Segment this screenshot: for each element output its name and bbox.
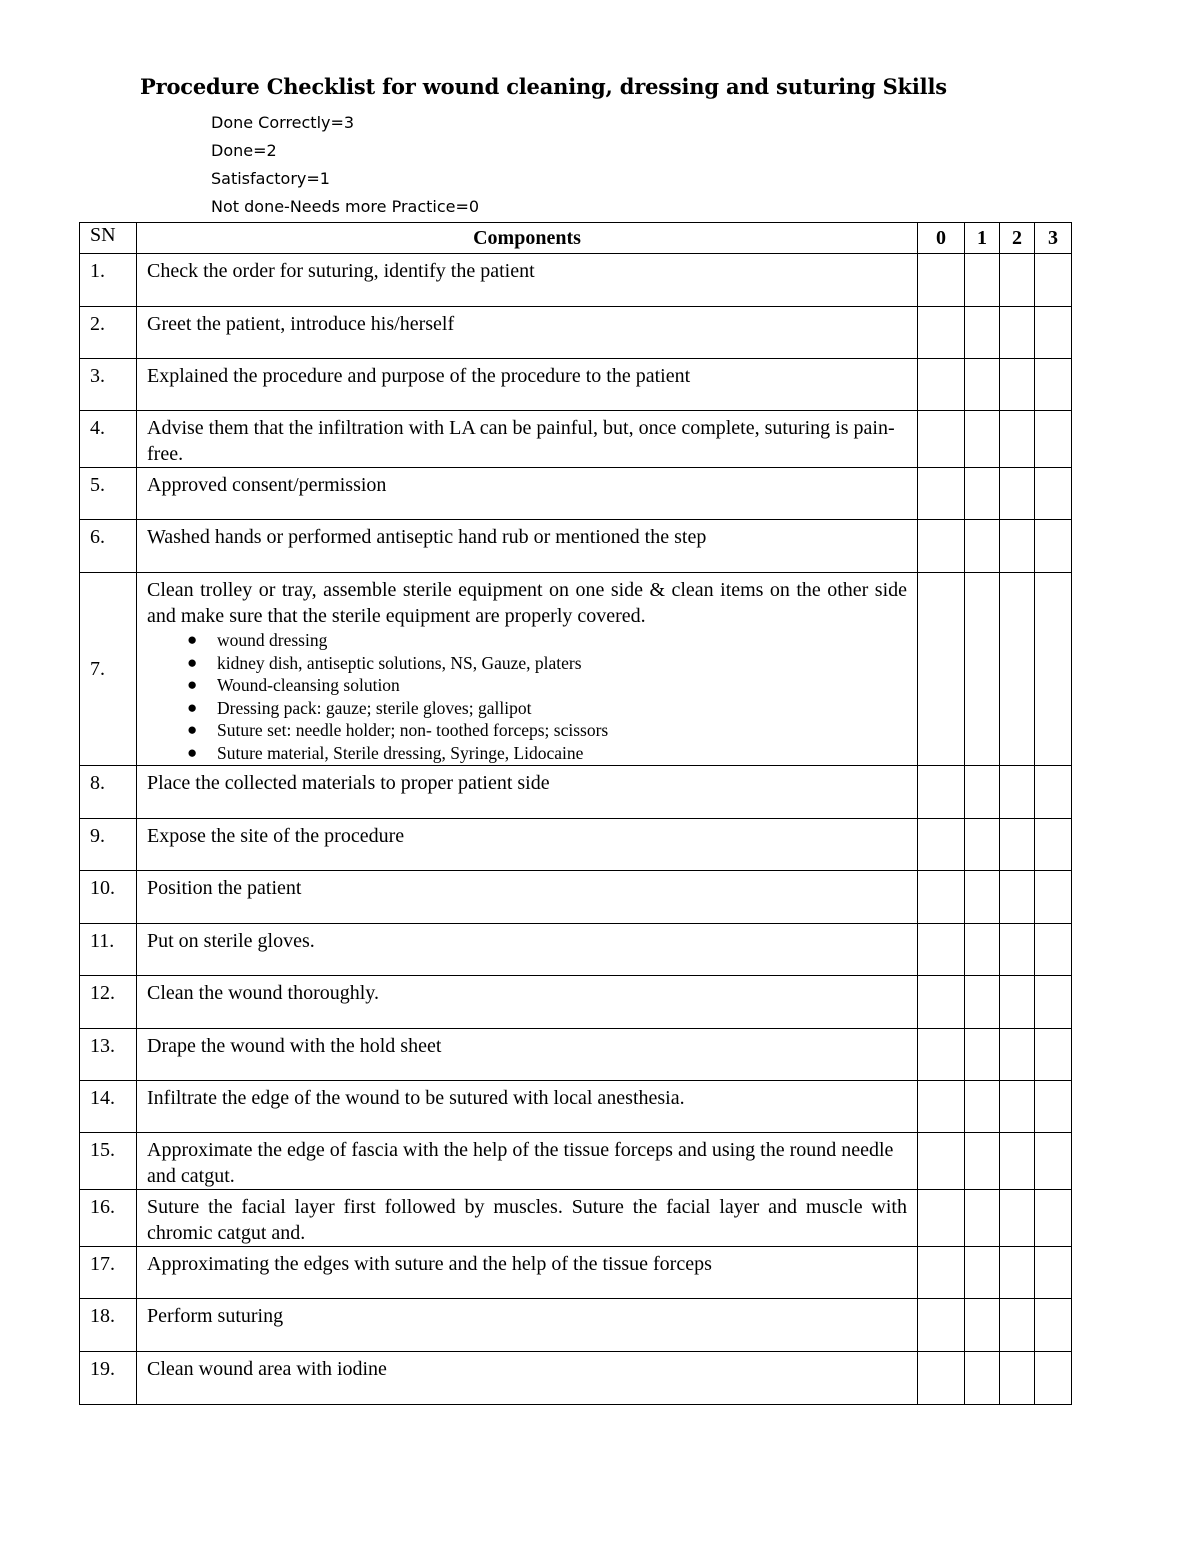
list-item-text: kidney dish, antiseptic solutions, NS, Gauze, platers	[217, 652, 582, 673]
row-number: 14.	[80, 1080, 137, 1132]
score-cell-3[interactable]	[1035, 870, 1072, 923]
row-component: Washed hands or performed antiseptic hand rub or mentioned the step	[137, 520, 918, 573]
table-row	[80, 818, 1072, 870]
score-cell-2[interactable]	[1000, 468, 1035, 520]
row-number: 5.	[80, 468, 137, 520]
bullet-icon: ●	[187, 630, 198, 649]
row-component: Position the patient	[137, 870, 918, 923]
score-cell-2[interactable]	[1000, 818, 1035, 870]
row-number: 18.	[80, 1298, 137, 1351]
bullet-icon: ●	[187, 742, 198, 762]
header-score-3: 3	[1035, 223, 1072, 254]
row-number: 15.	[80, 1132, 137, 1189]
score-cell-2[interactable]	[1000, 254, 1035, 307]
table-row	[80, 1298, 1072, 1351]
score-cell-3[interactable]	[1035, 520, 1072, 573]
score-cell-1[interactable]	[965, 923, 1000, 975]
score-cell-2[interactable]	[1000, 520, 1035, 573]
score-cell-1[interactable]	[965, 765, 1000, 818]
row-number: 4.	[80, 411, 137, 468]
header-row	[80, 223, 1072, 254]
score-cell-1[interactable]	[965, 1298, 1000, 1351]
row-number: 6.	[80, 520, 137, 573]
score-cell-0[interactable]	[918, 923, 965, 975]
score-cell-1[interactable]	[965, 468, 1000, 520]
score-cell-1[interactable]	[965, 1246, 1000, 1298]
row-number: 17.	[80, 1246, 137, 1298]
scale-item-done-correctly: Done Correctly=3	[211, 113, 355, 132]
table-row	[80, 468, 1072, 520]
score-cell-2[interactable]	[1000, 359, 1035, 411]
score-cell-3[interactable]	[1035, 254, 1072, 307]
score-cell-2[interactable]	[1000, 307, 1035, 359]
score-cell-2[interactable]	[1000, 1189, 1035, 1246]
score-cell-2[interactable]	[1000, 1298, 1035, 1351]
table-row	[80, 870, 1072, 923]
row-component: Advise them that the infiltration with LA can be painful, but, once complete, suturing is pain- free.	[137, 411, 918, 468]
list-item	[187, 629, 907, 652]
score-cell-3[interactable]	[1035, 975, 1072, 1028]
table-row	[80, 1028, 1072, 1080]
score-cell-3[interactable]	[1035, 1080, 1072, 1132]
row-number: 10.	[80, 870, 137, 923]
scale-item-not-done: Not done-Needs more Practice=0	[211, 197, 480, 216]
score-cell-2[interactable]	[1000, 1351, 1035, 1404]
row-component: Check the order for suturing, identify the patient	[137, 254, 918, 307]
score-cell-1[interactable]	[965, 411, 1000, 468]
score-cell-0[interactable]	[918, 573, 965, 766]
score-cell-2[interactable]	[1000, 1080, 1035, 1132]
page-title: Procedure Checklist for wound cleaning, dressing and suturing Skills	[140, 74, 947, 99]
score-cell-2[interactable]	[1000, 923, 1035, 975]
score-cell-0[interactable]	[918, 1189, 965, 1246]
score-cell-0[interactable]	[918, 468, 965, 520]
row-component: Approximating the edges with suture and the help of the tissue forceps	[137, 1246, 918, 1298]
row-number: 12.	[80, 975, 137, 1028]
table-row	[80, 975, 1072, 1028]
score-cell-3[interactable]	[1035, 1132, 1072, 1189]
score-cell-3[interactable]	[1035, 765, 1072, 818]
row-component: Explained the procedure and purpose of the procedure to the patient	[137, 359, 918, 411]
score-cell-1[interactable]	[965, 520, 1000, 573]
list-item	[187, 652, 907, 675]
score-cell-3[interactable]	[1035, 818, 1072, 870]
score-cell-1[interactable]	[965, 975, 1000, 1028]
score-cell-0[interactable]	[918, 1246, 965, 1298]
row-component	[137, 573, 918, 766]
score-cell-3[interactable]	[1035, 1298, 1072, 1351]
list-item	[187, 674, 907, 697]
score-cell-2[interactable]	[1000, 1132, 1035, 1189]
list-item-text: Suture set: needle holder; non- toothed forceps; scissors	[217, 720, 609, 741]
list-item-text: wound dressing	[217, 630, 328, 650]
score-cell-3[interactable]	[1035, 1189, 1072, 1246]
table-row	[80, 1246, 1072, 1298]
bullet-icon: ●	[187, 652, 198, 672]
row-component-text: Clean trolley or tray, assemble sterile equipment on one side & clean items on the other side and make sure that the sterile equipment are properly covered.	[147, 579, 907, 627]
row-number: 1.	[80, 254, 137, 307]
score-cell-0[interactable]	[918, 1351, 965, 1404]
table-row	[80, 765, 1072, 818]
score-cell-0[interactable]	[918, 411, 965, 468]
row-number: 16.	[80, 1189, 137, 1246]
table-row	[80, 573, 1072, 766]
row-number: 2.	[80, 307, 137, 359]
score-cell-3[interactable]	[1035, 1246, 1072, 1298]
score-cell-0[interactable]	[918, 254, 965, 307]
table-row	[80, 307, 1072, 359]
row-component: Perform suturing	[137, 1298, 918, 1351]
table-row	[80, 411, 1072, 468]
score-cell-0[interactable]	[918, 307, 965, 359]
checklist-table	[79, 222, 1072, 1405]
table-row	[80, 359, 1072, 411]
table-row	[80, 1132, 1072, 1189]
score-cell-1[interactable]	[965, 870, 1000, 923]
score-cell-3[interactable]	[1035, 1351, 1072, 1404]
row-component: Approved consent/permission	[137, 468, 918, 520]
score-cell-2[interactable]	[1000, 411, 1035, 468]
score-cell-3[interactable]	[1035, 411, 1072, 468]
list-item	[187, 719, 907, 742]
header-sn: SN	[80, 223, 137, 254]
row-component: Clean wound area with iodine	[137, 1351, 918, 1404]
score-cell-3[interactable]	[1035, 923, 1072, 975]
row-component: Clean the wound thoroughly.	[137, 975, 918, 1028]
score-cell-0[interactable]	[918, 1298, 965, 1351]
score-cell-0[interactable]	[918, 1080, 965, 1132]
score-cell-0[interactable]	[918, 1028, 965, 1080]
row-number: 9.	[80, 818, 137, 870]
row-number: 13.	[80, 1028, 137, 1080]
row-number: 19.	[80, 1351, 137, 1404]
scale-item-satisfactory: Satisfactory=1	[211, 169, 330, 188]
score-cell-1[interactable]	[965, 307, 1000, 359]
score-cell-1[interactable]	[965, 818, 1000, 870]
score-cell-0[interactable]	[918, 975, 965, 1028]
row-number: 8.	[80, 765, 137, 818]
score-cell-0[interactable]	[918, 359, 965, 411]
score-cell-2[interactable]	[1000, 573, 1035, 766]
score-cell-3[interactable]	[1035, 307, 1072, 359]
table-row	[80, 254, 1072, 307]
row-component: Expose the site of the procedure	[137, 818, 918, 870]
score-cell-0[interactable]	[918, 765, 965, 818]
score-cell-1[interactable]	[965, 254, 1000, 307]
score-cell-3[interactable]	[1035, 573, 1072, 766]
score-cell-0[interactable]	[918, 818, 965, 870]
row-component: Approximate the edge of fascia with the help of the tissue forceps and using the round needle and catgut.	[137, 1132, 918, 1189]
header-score-1: 1	[965, 223, 1000, 254]
score-cell-1[interactable]	[965, 1189, 1000, 1246]
score-cell-0[interactable]	[918, 870, 965, 923]
score-cell-0[interactable]	[918, 520, 965, 573]
row-number: 7.	[80, 573, 137, 766]
score-cell-2[interactable]	[1000, 765, 1035, 818]
list-item	[187, 697, 907, 720]
score-cell-1[interactable]	[965, 1080, 1000, 1132]
rating-scale-legend	[211, 112, 479, 224]
scale-item-done: Done=2	[211, 141, 277, 160]
row-component: Greet the patient, introduce his/herself	[137, 307, 918, 359]
bullet-icon: ●	[187, 697, 198, 717]
bullet-icon: ●	[187, 675, 198, 695]
header-components: Components	[137, 223, 918, 254]
list-item-text: Suture material, Sterile dressing, Syringe, Lidocaine	[217, 742, 584, 763]
bullet-icon: ●	[187, 720, 198, 740]
row-component: Put on sterile gloves.	[137, 923, 918, 975]
table-row	[80, 1189, 1072, 1246]
score-cell-1[interactable]	[965, 1132, 1000, 1189]
score-cell-3[interactable]	[1035, 468, 1072, 520]
table-row	[80, 520, 1072, 573]
score-cell-1[interactable]	[965, 573, 1000, 766]
row-number: 11.	[80, 923, 137, 975]
row-component: Suture the facial layer first followed by muscles. Suture the facial layer and muscle with chromic catgut and.	[137, 1189, 918, 1246]
list-item	[187, 742, 907, 765]
score-cell-2[interactable]	[1000, 1246, 1035, 1298]
table-row	[80, 1351, 1072, 1404]
list-item-text: Wound-cleansing solution	[217, 675, 400, 696]
score-cell-3[interactable]	[1035, 359, 1072, 411]
score-cell-1[interactable]	[965, 359, 1000, 411]
score-cell-2[interactable]	[1000, 975, 1035, 1028]
score-cell-2[interactable]	[1000, 870, 1035, 923]
score-cell-3[interactable]	[1035, 1028, 1072, 1080]
equipment-list	[147, 629, 907, 765]
score-cell-1[interactable]	[965, 1351, 1000, 1404]
score-cell-1[interactable]	[965, 1028, 1000, 1080]
row-component: Drape the wound with the hold sheet	[137, 1028, 918, 1080]
header-score-2: 2	[1000, 223, 1035, 254]
list-item-text: Dressing pack: gauze; sterile gloves; gallipot	[217, 697, 532, 718]
row-number: 3.	[80, 359, 137, 411]
header-score-0: 0	[918, 223, 965, 254]
row-component: Place the collected materials to proper patient side	[137, 765, 918, 818]
score-cell-0[interactable]	[918, 1132, 965, 1189]
table-row	[80, 1080, 1072, 1132]
row-component: Infiltrate the edge of the wound to be sutured with local anesthesia.	[137, 1080, 918, 1132]
score-cell-2[interactable]	[1000, 1028, 1035, 1080]
table-row	[80, 923, 1072, 975]
